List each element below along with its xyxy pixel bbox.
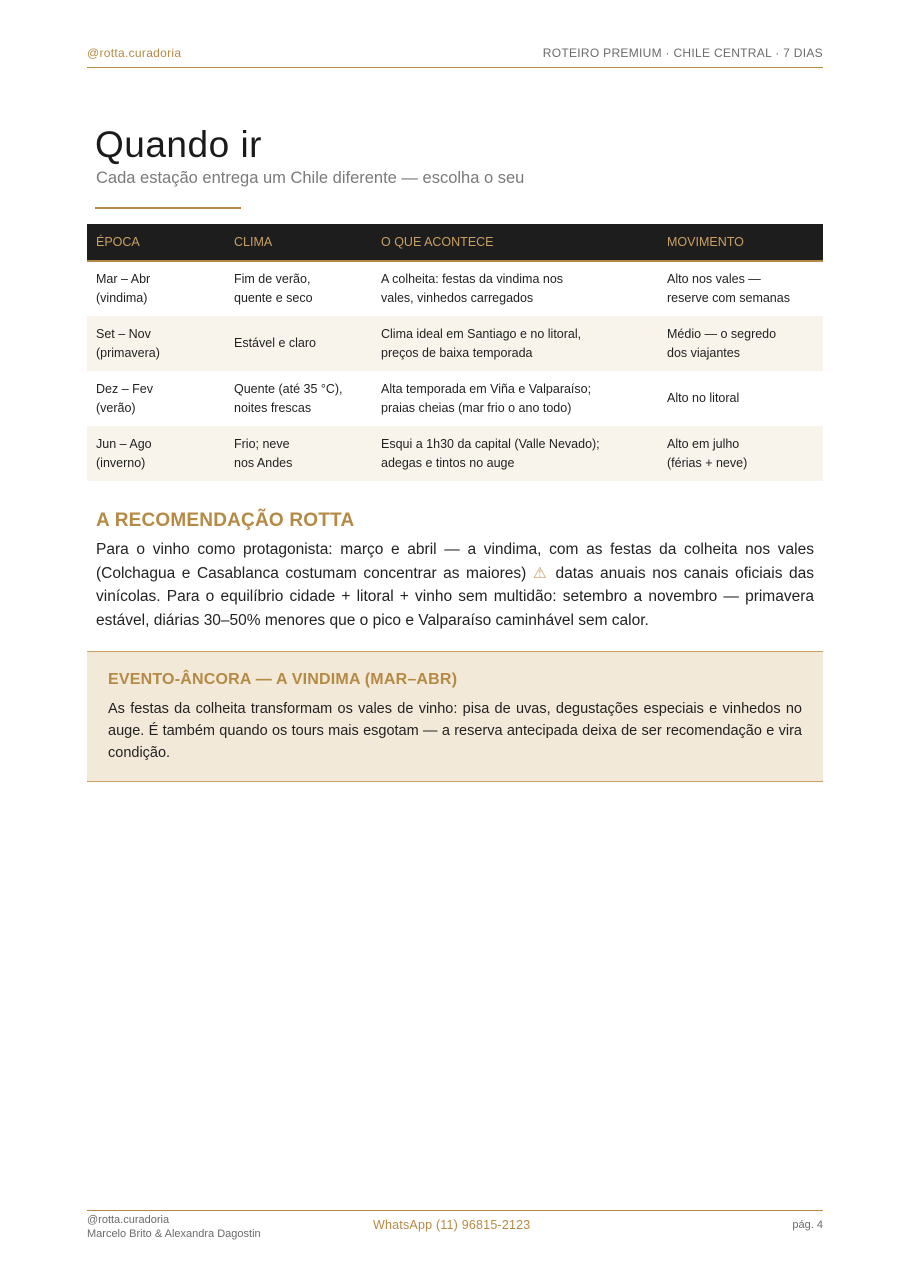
cell-line: reserve com semanas <box>667 291 790 305</box>
table-row <box>87 426 823 481</box>
page-number: pág. 4 <box>792 1219 823 1231</box>
cell-clima <box>225 371 372 426</box>
event-title: EVENTO-ÂNCORA — A VINDIMA (MAR–ABR) <box>108 671 458 688</box>
footer-authors: Marcelo Brito & Alexandra Dagostin <box>87 1228 261 1240</box>
header-clima: CLIMA <box>225 224 372 261</box>
cell-line: preços de baixa temporada <box>381 345 533 360</box>
seasons-table <box>87 224 823 481</box>
table-row <box>87 316 823 371</box>
cell-line: Jun – Ago <box>96 436 152 451</box>
page-header <box>87 46 823 68</box>
page-subtitle: Cada estação entrega um Chile diferente — escolha o seu <box>96 169 525 187</box>
cell-clima <box>225 426 372 481</box>
recommendation-text-part-2: datas anuais nos canais oficiais das vinícolas. Para o equilíbrio cidade + litoral + vinho sem multidão: setembro a novembro — primavera estável, diárias 30–50% menores que o pico e Valparaíso caminhável sem calor. <box>96 564 814 629</box>
table-row <box>87 261 823 316</box>
cell-line: Fim de verão, <box>234 272 311 286</box>
cell-line: Quente (até 35 °C), <box>234 381 343 396</box>
table-header-row <box>87 224 823 261</box>
header-epoca: ÉPOCA <box>87 224 225 261</box>
cell-acontece <box>372 261 658 316</box>
cell-line: noites frescas <box>234 400 312 415</box>
cell-acontece <box>372 371 658 426</box>
cell-line: Set – Nov <box>96 326 151 341</box>
cell-line: Médio — o segredo <box>667 326 777 341</box>
cell-movimento <box>658 371 823 426</box>
table-body <box>87 261 823 481</box>
header-document-label: ROTEIRO PREMIUM · CHILE CENTRAL · 7 DIAS <box>542 46 823 60</box>
cell-line: (vindima) <box>96 291 148 305</box>
cell-line: (férias + neve) <box>667 455 748 470</box>
cell-line: vales, vinhedos carregados <box>381 291 534 305</box>
header-o-que-acontece: O QUE ACONTECE <box>372 224 658 261</box>
cell-line: adegas e tintos no auge <box>381 455 515 470</box>
cell-clima <box>225 316 372 371</box>
page-footer <box>87 1210 823 1244</box>
cell-acontece <box>372 316 658 371</box>
footer-brand: @rotta.curadoria <box>87 1214 170 1226</box>
cell-movimento <box>658 261 823 316</box>
cell-line: Mar – Abr <box>96 272 151 286</box>
cell-line: Alto em julho <box>667 436 740 451</box>
cell-line: (primavera) <box>96 345 160 360</box>
cell-line: quente e seco <box>234 291 313 305</box>
recommendation-title: A RECOMENDAÇÃO ROTTA <box>96 510 355 531</box>
title-underline <box>95 207 241 209</box>
cell-line: Estável e claro <box>234 336 316 350</box>
footer-whatsapp-contact: WhatsApp (11) 96815-2123 <box>373 1218 531 1232</box>
cell-line: A colheita: festas da vindima nos <box>381 272 564 286</box>
cell-epoca <box>87 316 225 371</box>
recommendation-body <box>96 538 814 632</box>
warning-icon: ⚠ <box>532 564 550 582</box>
cell-movimento <box>658 426 823 481</box>
cell-epoca <box>87 261 225 316</box>
cell-line: nos Andes <box>234 455 293 470</box>
cell-line: dos viajantes <box>667 345 740 360</box>
recommendation-text-part-1: Para o vinho como protagonista: março e abril — a vindima, com as festas da colheita nos vales (Colchagua e Casablanca costumam concentrar as maiores) <box>96 541 814 582</box>
cell-line: Dez – Fev <box>96 381 153 396</box>
cell-epoca <box>87 371 225 426</box>
table-row <box>87 371 823 426</box>
cell-line: praias cheias (mar frio o ano todo) <box>381 400 572 415</box>
cell-line: Alto nos vales — <box>667 272 761 286</box>
cell-clima <box>225 261 372 316</box>
cell-movimento <box>658 316 823 371</box>
header-movimento: MOVIMENTO <box>658 224 823 261</box>
header-brand: @rotta.curadoria <box>87 46 182 60</box>
page-title: Quando ir <box>95 124 262 165</box>
cell-line: Alto no litoral <box>667 391 740 405</box>
cell-line: Alta temporada em Viña e Valparaíso; <box>381 381 592 396</box>
event-callout <box>87 651 823 782</box>
cell-line: (inverno) <box>96 455 146 470</box>
cell-line: (verão) <box>96 400 136 415</box>
cell-line: Clima ideal em Santiago e no litoral, <box>381 326 582 341</box>
table-header <box>87 224 823 261</box>
cell-acontece <box>372 426 658 481</box>
cell-epoca <box>87 426 225 481</box>
event-body: As festas da colheita transformam os vales de vinho: pisa de uvas, degustações especiais e vinhedos no auge. É também quando os tours mais esgotam — a reserva antecipada deixa de ser recomendação e vira condição. <box>108 701 802 761</box>
cell-line: Frio; neve <box>234 436 290 451</box>
cell-line: Esqui a 1h30 da capital (Valle Nevado); <box>381 436 600 451</box>
